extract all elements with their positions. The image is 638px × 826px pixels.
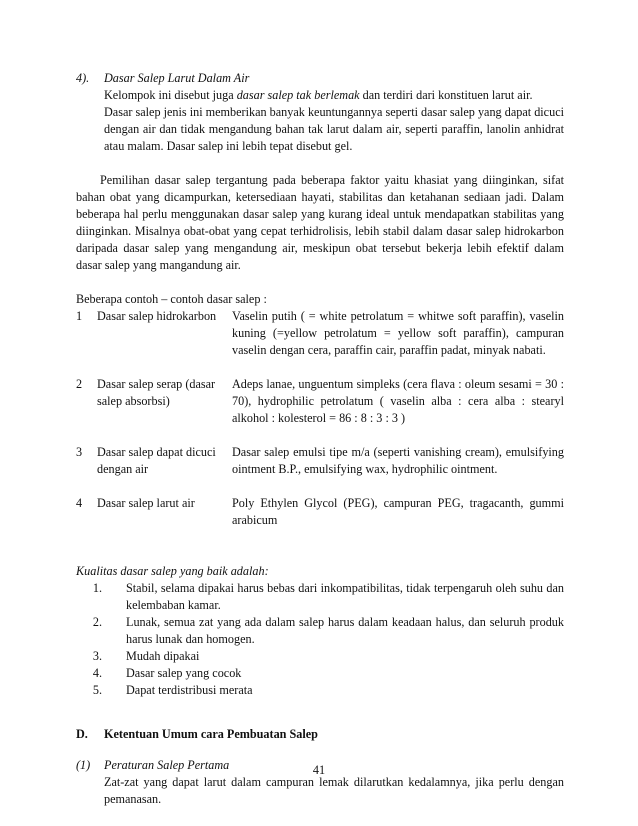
page-number: 41 bbox=[312, 763, 326, 777]
contoh-row bbox=[76, 444, 564, 478]
contoh-row bbox=[76, 495, 564, 529]
contoh-row-name: Dasar salep hidrokarbon bbox=[97, 309, 217, 323]
contoh-row-number: 4 bbox=[76, 496, 83, 510]
contoh-row-desc: Dasar salep emulsi tipe m/a (seperti vanishing cream), emulsifying ointment B.P., emulsifying wax, hydrophilic ointment. bbox=[232, 445, 564, 476]
rule-1-title: Peraturan Salep Pertama bbox=[104, 758, 230, 772]
contoh-row-name: Dasar salep larut air bbox=[97, 496, 195, 510]
list-item bbox=[76, 580, 564, 614]
section-4-paragraph: Dasar salep jenis ini memberikan banyak keuntungannya seperti dasar salep yang dapat dicuci dengan air dan tidak mengandung bahan tak larut dalam air, seperti paraffin, lanolin anhidrat atau malam. Dasar salep ini lebih tepat disebut gel. bbox=[104, 105, 564, 153]
kualitas-title: Kualitas dasar salep yang baik adalah: bbox=[76, 564, 269, 578]
list-item-number: 3. bbox=[92, 649, 102, 663]
list-item-text: Stabil, selama dipakai harus bebas dari inkompatibilitas, tidak terpengaruh oleh suhu dan kelembaban kamar. bbox=[126, 581, 564, 612]
page-content bbox=[76, 70, 564, 808]
contoh-heading: Beberapa contoh – contoh dasar salep : bbox=[76, 292, 267, 306]
list-item-number: 4. bbox=[92, 666, 102, 680]
contoh-row-number: 2 bbox=[76, 377, 83, 391]
section-4-intro: Kelompok ini disebut juga dasar salep tak berlemak dan terdiri dari konstituen larut air. bbox=[104, 88, 533, 102]
contoh-row bbox=[76, 376, 564, 427]
list-item-number: 5. bbox=[92, 683, 102, 697]
contoh-row-name: Dasar salep dapat dicuci dengan air bbox=[97, 445, 216, 476]
list-item-text: Lunak, semua zat yang ada dalam salep harus dalam keadaan halus, dan seluruh produk harus lunak dan homogen. bbox=[126, 615, 564, 646]
contoh-row-name: Dasar salep serap (dasar salep absorbsi) bbox=[97, 377, 216, 408]
section-d-heading bbox=[76, 726, 564, 743]
kualitas-list bbox=[76, 580, 564, 699]
section-d-title: Ketentuan Umum cara Pembuatan Salep bbox=[104, 727, 318, 741]
list-item bbox=[76, 682, 564, 699]
list-item bbox=[76, 614, 564, 648]
section-4 bbox=[76, 70, 564, 155]
section-4-number: 4). bbox=[76, 71, 90, 85]
list-item-text: Dasar salep yang cocok bbox=[126, 666, 242, 680]
list-item-number: 2. bbox=[92, 615, 102, 629]
contoh-row-desc: Vaselin putih ( = white petrolatum = whitwe soft paraffin), vaselin kuning (=yellow petrolatum = yellow soft paraffin), campuran vaselin dengan cera, paraffin cair, paraffin padat, minyak nabati. bbox=[232, 309, 564, 357]
paragraph-pemilihan: Pemilihan dasar salep tergantung pada beberapa faktor yaitu khasiat yang diinginkan, sifat bahan obat yang dicampurkan, ketersediaan hayati, stabilitas dan ketahanan sediaan jadi. Dalam beberapa hal perlu menggunakan dasar salep yang kurang ideal untuk mendapatkan stabilitas yang diinginkan. Misalnya obat-obat yang cepat terhidrolisis, lebih stabil dalam dasar salep hidrokarbon daripada dasar salep yang mengandung air, meskipun obat tersebut bekerja lebih efektif dalam dasar salep yang mangandung air. bbox=[76, 173, 564, 272]
rule-1-text: Zat-zat yang dapat larut dalam campuran lemak dilarutkan kedalamnya, jika perlu dengan pemanasan. bbox=[104, 775, 564, 806]
contoh-row-desc: Poly Ethylen Glycol (PEG), campuran PEG, tragacanth, gummi arabicum bbox=[232, 496, 564, 527]
section-d-number: D. bbox=[76, 727, 88, 741]
list-item bbox=[76, 648, 564, 665]
list-item-number: 1. bbox=[92, 581, 102, 595]
contoh-row-number: 1 bbox=[76, 309, 83, 323]
section-4-title: Dasar Salep Larut Dalam Air bbox=[104, 71, 250, 85]
list-item-text: Mudah dipakai bbox=[126, 649, 200, 663]
list-item bbox=[76, 665, 564, 682]
contoh-row-number: 3 bbox=[76, 445, 83, 459]
rule-1-number: (1) bbox=[76, 758, 91, 772]
contoh-row bbox=[76, 308, 564, 359]
contoh-row-desc: Adeps lanae, unguentum simpleks (cera flava : oleum sesami = 30 : 70), hydrophilic petrolatum ( vaselin alba : cera alba : stearyl alkohol : kolesterol = 86 : 8 : 3 : 3 ) bbox=[232, 377, 564, 425]
list-item-text: Dapat terdistribusi merata bbox=[126, 683, 253, 697]
